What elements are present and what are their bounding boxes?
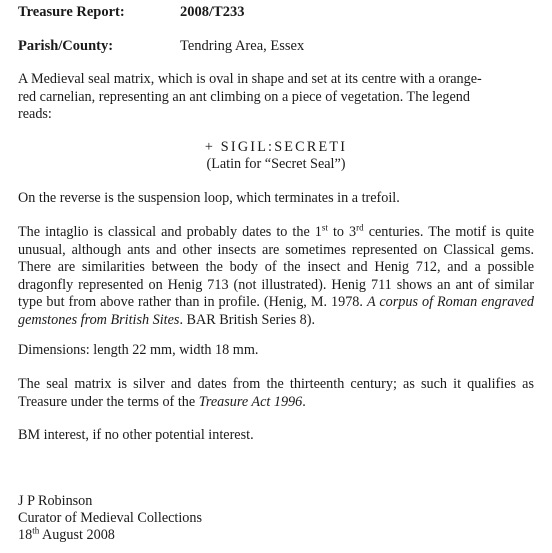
treasure-end: . [302,393,306,410]
intaglio-text-3: centuries. The motif is quite unusual, although ants and other insects are sometimes represented on Classical gems. There are similarities between the body of the insect and Henig 712, and a possible dragonfly represented on Henig 713 (not illustrated). Henig 711 shows an ant of similar type but from above rather than in profile. (Henig, M. 1978. [18,224,535,310]
parish-value: Tendring Area, Essex [180,38,305,54]
date-ordinal: th [32,525,40,536]
reverse-paragraph: On the reverse is the suspension loop, which terminates in a trefoil. [18,190,400,206]
legend-translation: (Latin for “Secret Seal”) [206,156,346,172]
interest-paragraph: BM interest, if no other potential interest. [18,427,254,443]
dimensions-paragraph: Dimensions: length 22 mm, width 18 mm. [18,342,259,358]
report-number: 2008/T233 [180,4,245,20]
report-label: Treasure Report: [18,4,125,20]
parish-label: Parish/County: [18,38,114,54]
treasure-paragraph [18,376,534,411]
intaglio-text-2: to 3 [327,224,357,240]
ordinal-st: st [321,222,328,233]
seal-legend: + SIGIL:SECRETI [204,139,348,155]
treasure-text: The seal matrix is silver and dates from the thirteenth century; as such it qualifies as Treasure under the terms of the [18,376,534,410]
signature-title: Curator of Medieval Collections [18,510,203,526]
treasure-act: Treasure Act 1996 [198,393,303,410]
book-title: A corpus of Roman engraved gemstones from British Sites [18,294,534,328]
intro-line-2: red carnelian, representing an ant climbing on a piece of vegetation. The legend [18,88,470,105]
intro-line-1: A Medieval seal matrix, which is oval in shape and set at its centre with a orange- [18,71,482,87]
date-day: 18 [18,527,33,543]
ordinal-rd: rd [356,222,364,233]
date-rest: August 2008 [39,527,115,543]
intaglio-paragraph [18,224,534,329]
intaglio-end: . BAR British Series 8). [179,311,316,328]
intaglio-text-1: The intaglio is classical and probably dates to the 1 [18,224,322,240]
intro-paragraph [18,71,534,124]
signature-date [18,527,115,545]
signature-name: J P Robinson [18,493,93,509]
intro-line-3: reads: [18,106,52,122]
